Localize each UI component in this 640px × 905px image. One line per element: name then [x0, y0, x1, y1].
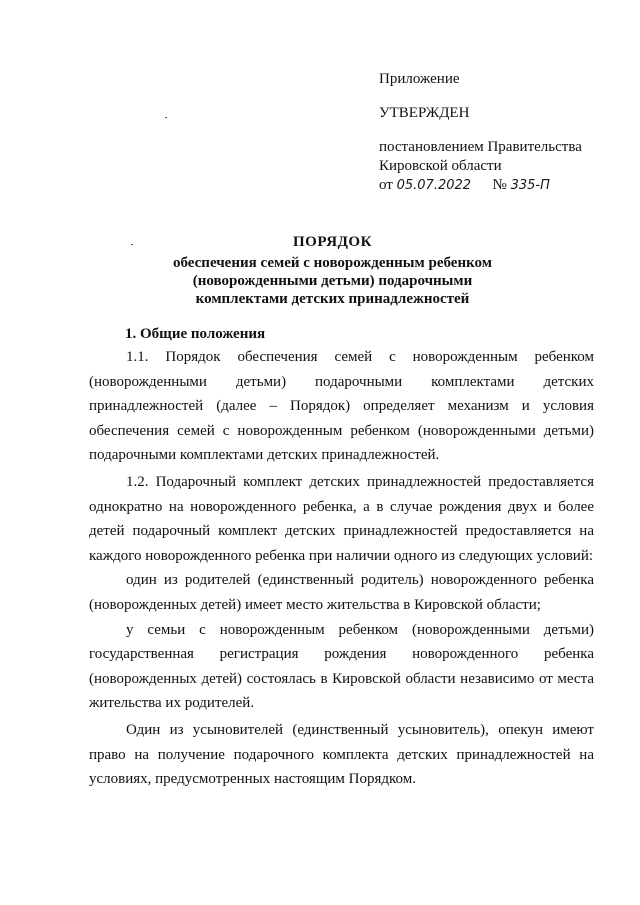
- title-line-1: обеспечения семей с новорожденным ребенком: [173, 255, 492, 271]
- paragraph-1-2: 1.2. Подарочный комплект детских принадлежностей предоставляется однократно на новорожденного ребенка, а в случае рождения двух и более детей подарочный комплект детских принадлежностей предоставляется на каждого новорожденного ребенка при наличии одного из следующих условий:: [89, 473, 594, 564]
- section-heading: 1. Общие положения: [125, 326, 266, 342]
- number-prefix: №: [492, 177, 507, 193]
- approval-block: [379, 70, 619, 195]
- document-title: [60, 233, 605, 308]
- scan-speck: [165, 117, 167, 118]
- condition-1: один из родителей (единственный родитель) новорожденного ребенка (новорожденных детей) имеет место жительства в Кировской области;: [89, 572, 594, 613]
- condition-2: у семьи с новорожденным ребенком (новорожденными детьми) государственная регистрация рождения новорожденного ребенка (новорожденных детей) состоялась в Кировской области независимо от места жительства их родителей.: [89, 621, 594, 712]
- date-prefix: от: [379, 177, 393, 193]
- approval-date-line: [379, 176, 619, 195]
- appendix-label: Приложение: [379, 71, 460, 87]
- title-line-2: (новорожденными детьми) подарочными: [192, 273, 473, 289]
- handwritten-date: 05.07.2022: [396, 178, 472, 193]
- approved-by-line2: Кировской области: [379, 158, 502, 174]
- approved-by-line1: постановлением Правительства: [379, 139, 582, 155]
- title-main: ПОРЯДОК: [293, 234, 372, 250]
- title-line-3: комплектами детских принадлежностей: [195, 291, 470, 307]
- document-body: [89, 345, 594, 792]
- paragraph-adopters: Один из усыновителей (единственный усыновитель), опекун имеют право на получение подарочного комплекта детских принадлежностей на условиях, предусмотренных настоящим Порядком.: [89, 721, 594, 788]
- handwritten-number: 335-П: [510, 178, 550, 193]
- paragraph-1-1: 1.1. Порядок обеспечения семей с новорожденным ребенком (новорожденными детьми) подарочными комплектами детских принадлежностей (далее – Порядок) определяет механизм и условия обеспечения семей с новорожденным ребенком (новорожденными детьми) подарочными комплектами детских принадлежностей.: [89, 349, 594, 464]
- approved-label: УТВЕРЖДЕН: [379, 105, 470, 121]
